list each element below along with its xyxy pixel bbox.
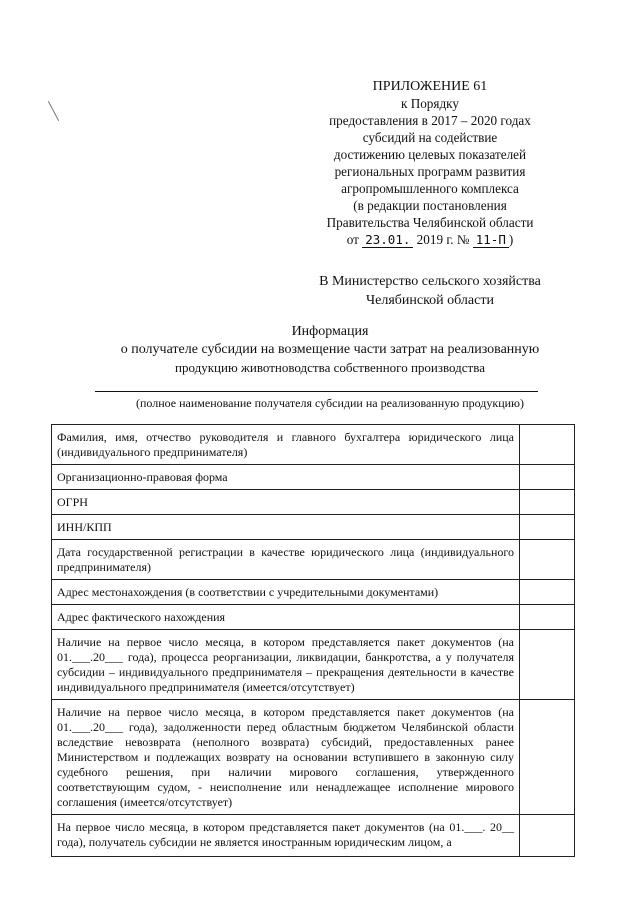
appendix-line: Правительства Челябинской области — [326, 215, 534, 230]
recipient-name-line — [95, 391, 538, 392]
row-label: Наличие на первое число месяца, в котором представляется пакет документов (на 01.___.20___ года), процесса реорганизации, ликвидации, банкротства, а у получателя субсидии – индивидуального предпринимателя – прекращения деятельности в качестве индивидуального предпринимателя (имеется/отсутствует) — [52, 630, 520, 700]
row-value-cell[interactable] — [520, 700, 575, 815]
row-label: Адрес фактического нахождения — [52, 605, 520, 630]
addressee-line: Челябинской области — [366, 293, 494, 308]
addressee — [300, 272, 560, 310]
appendix-line: достижению целевых показателей — [333, 147, 527, 162]
title-subtitle: о получателе субсидии на возмещение части затрат на реализованную — [120, 342, 540, 357]
row-label: ОГРН — [52, 490, 520, 515]
order-number: 11-П — [473, 232, 509, 248]
order-date: 23.01. — [362, 232, 413, 248]
recipient-info-table — [51, 424, 575, 857]
appendix-line: к Порядку — [400, 96, 459, 111]
appendix-line: региональных программ развития — [334, 164, 526, 179]
appendix-line: (в редакции постановления — [353, 198, 507, 213]
row-label: На первое число месяца, в котором представляется пакет документов (на 01.___. 20__ года), получатель субсидии не является иностранным юридическим лицом, а — [52, 815, 520, 857]
table-row — [52, 425, 575, 465]
row-label: Фамилия, имя, отчество руководителя и главного бухгалтера юридического лица (индивидуального предпринимателя) — [52, 425, 520, 465]
appendix-title: ПРИЛОЖЕНИЕ 61 — [372, 79, 488, 94]
row-value-cell[interactable] — [520, 490, 575, 515]
table-row — [52, 605, 575, 630]
row-label: Дата государственной регистрации в качестве юридического лица (индивидуального предпринимателя) — [52, 540, 520, 580]
row-value-cell[interactable] — [520, 465, 575, 490]
title-subtitle: продукцию животноводства собственного производства — [175, 360, 485, 375]
row-label: ИНН/КПП — [52, 515, 520, 540]
row-value-cell[interactable] — [520, 630, 575, 700]
stray-pen-mark — [48, 101, 59, 121]
row-value-cell[interactable] — [520, 425, 575, 465]
row-value-cell[interactable] — [520, 605, 575, 630]
row-value-cell[interactable] — [520, 815, 575, 857]
table-row — [52, 540, 575, 580]
appendix-header — [300, 78, 560, 248]
row-label: Наличие на первое число месяца, в котором представляется пакет документов (на 01.___.20___ года), задолженности перед областным бюджетом Челябинской области вследствие невозврата (неполного возврата) субсидий, предоставленных ранее Министерством и подлежащих возврату на основании вступившего в законную силу судебного решения, при наличии мирового соглашения, утвержденного соответствующим судом, - неисполнение или ненадлежащее исполнение мирового соглашения (имеется/отсутствует) — [52, 700, 520, 815]
order-prefix: от — [346, 232, 359, 247]
row-value-cell[interactable] — [520, 580, 575, 605]
appendix-line: предоставления в 2017 – 2020 годах — [329, 113, 531, 128]
row-value-cell[interactable] — [520, 515, 575, 540]
table-row — [52, 490, 575, 515]
addressee-line: В Министерство сельского хозяйства — [319, 274, 541, 289]
page-bottom-edge — [51, 862, 575, 902]
document-title — [60, 323, 600, 377]
table-row — [52, 630, 575, 700]
recipient-name-caption: (полное наименование получателя субсидии на реализованную продукцию) — [135, 396, 525, 410]
title-main: Информация — [291, 324, 369, 339]
appendix-line: субсидий на содействие — [362, 130, 498, 145]
row-label: Адрес местонахождения (в соответствии с учредительными документами) — [52, 580, 520, 605]
table-row — [52, 465, 575, 490]
table-row — [52, 580, 575, 605]
order-reference — [300, 231, 560, 248]
row-label: Организационно-правовая форма — [52, 465, 520, 490]
table-row — [52, 515, 575, 540]
row-value-cell[interactable] — [520, 540, 575, 580]
appendix-line: агропромышленного комплекса — [341, 181, 519, 196]
table-row — [52, 815, 575, 857]
table-row — [52, 700, 575, 815]
order-suffix: ) — [508, 232, 514, 247]
order-year: 2019 г. № — [416, 232, 470, 247]
